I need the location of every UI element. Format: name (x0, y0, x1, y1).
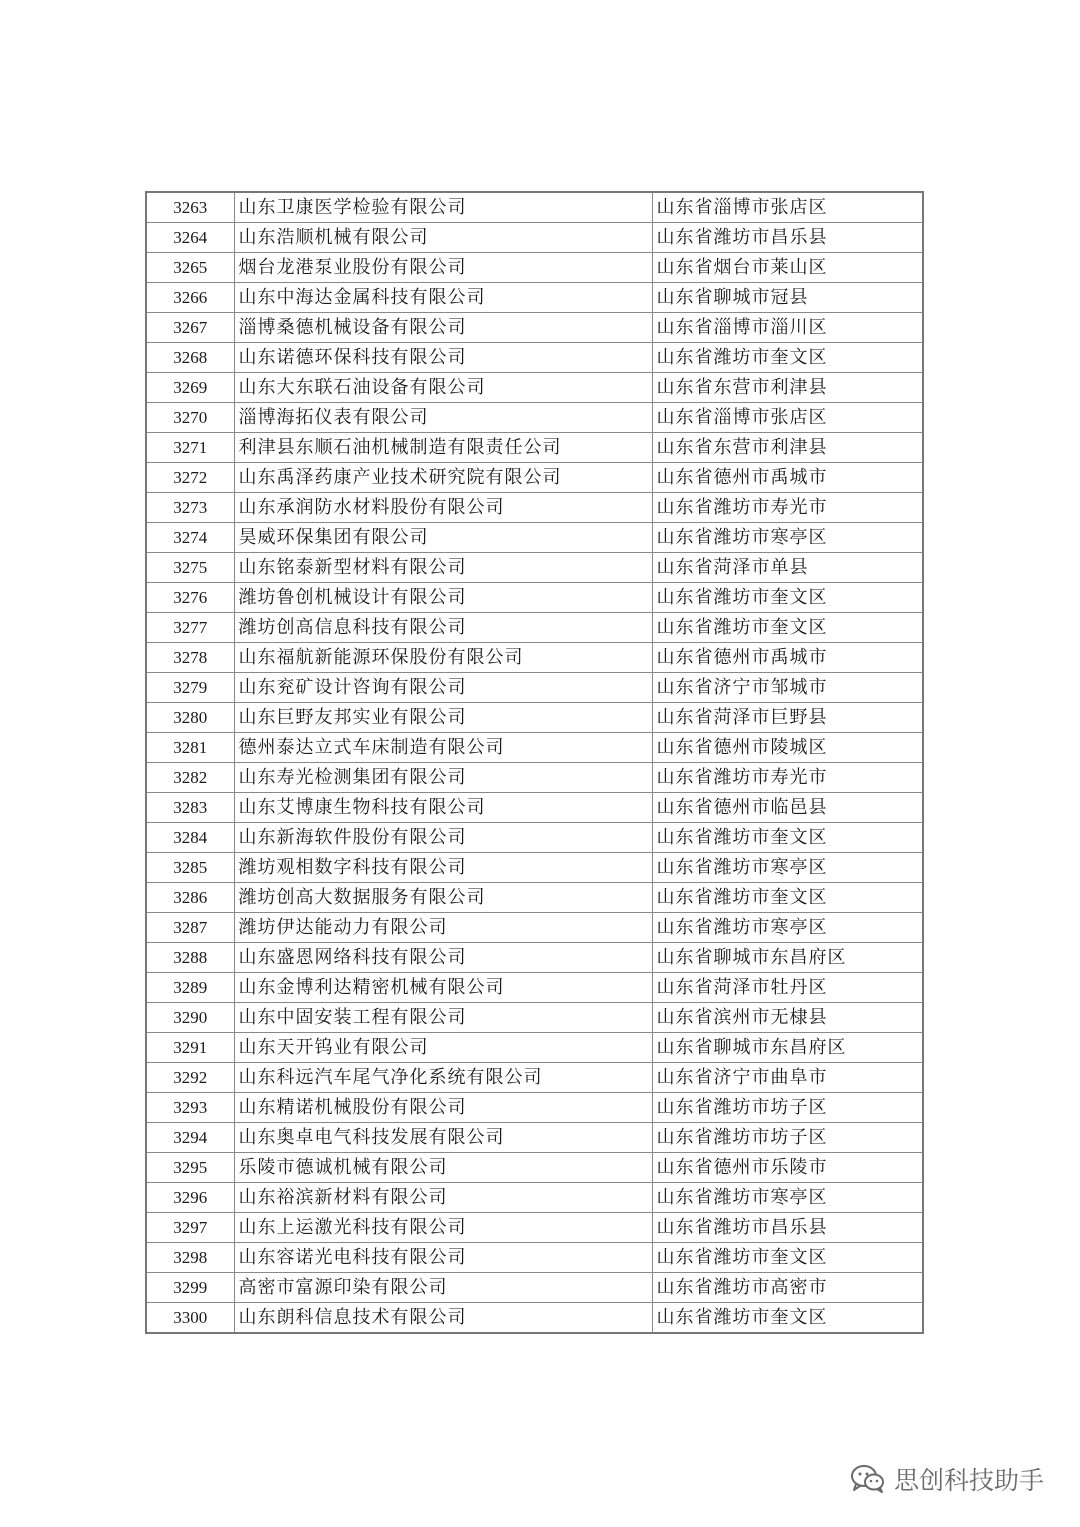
table-body (146, 192, 923, 1333)
table-row (146, 733, 923, 763)
company-location: 山东省潍坊市奎文区 (652, 343, 923, 373)
table-row (146, 673, 923, 703)
company-location: 山东省济宁市曲阜市 (652, 1063, 923, 1093)
row-number: 3298 (146, 1243, 234, 1273)
company-name: 乐陵市德诚机械有限公司 (234, 1153, 652, 1183)
company-location: 山东省聊城市冠县 (652, 283, 923, 313)
company-name: 山东铭泰新型材料有限公司 (234, 553, 652, 583)
company-name: 山东卫康医学检验有限公司 (234, 192, 652, 223)
company-location: 山东省德州市陵城区 (652, 733, 923, 763)
company-name: 山东精诺机械股份有限公司 (234, 1093, 652, 1123)
company-location: 山东省东营市利津县 (652, 373, 923, 403)
row-number: 3285 (146, 853, 234, 883)
company-name: 山东巨野友邦实业有限公司 (234, 703, 652, 733)
company-location: 山东省潍坊市坊子区 (652, 1123, 923, 1153)
company-name: 山东上运激光科技有限公司 (234, 1213, 652, 1243)
company-name: 高密市富源印染有限公司 (234, 1273, 652, 1303)
table-row (146, 463, 923, 493)
table-row (146, 703, 923, 733)
company-name: 山东兖矿设计咨询有限公司 (234, 673, 652, 703)
company-location: 山东省潍坊市寒亭区 (652, 853, 923, 883)
company-name: 山东中海达金属科技有限公司 (234, 283, 652, 313)
table-row (146, 1243, 923, 1273)
company-location: 山东省烟台市莱山区 (652, 253, 923, 283)
table-row (146, 763, 923, 793)
company-location: 山东省德州市临邑县 (652, 793, 923, 823)
row-number: 3286 (146, 883, 234, 913)
company-name: 潍坊创高信息科技有限公司 (234, 613, 652, 643)
company-location: 山东省济宁市邹城市 (652, 673, 923, 703)
row-number: 3266 (146, 283, 234, 313)
table-row (146, 1063, 923, 1093)
company-location: 山东省潍坊市高密市 (652, 1273, 923, 1303)
table-row (146, 1093, 923, 1123)
company-location: 山东省淄博市张店区 (652, 403, 923, 433)
row-number: 3273 (146, 493, 234, 523)
row-number: 3276 (146, 583, 234, 613)
row-number: 3296 (146, 1183, 234, 1213)
company-name: 山东容诺光电科技有限公司 (234, 1243, 652, 1273)
row-number: 3287 (146, 913, 234, 943)
company-location: 山东省东营市利津县 (652, 433, 923, 463)
table-row (146, 853, 923, 883)
row-number: 3272 (146, 463, 234, 493)
row-number: 3297 (146, 1213, 234, 1243)
company-location: 山东省潍坊市奎文区 (652, 583, 923, 613)
table-row (146, 613, 923, 643)
company-name: 潍坊观相数字科技有限公司 (234, 853, 652, 883)
company-name: 山东寿光检测集团有限公司 (234, 763, 652, 793)
table-row (146, 433, 923, 463)
row-number: 3280 (146, 703, 234, 733)
row-number: 3270 (146, 403, 234, 433)
table-row (146, 1183, 923, 1213)
company-location: 山东省菏泽市单县 (652, 553, 923, 583)
row-number: 3277 (146, 613, 234, 643)
company-name: 山东承润防水材料股份有限公司 (234, 493, 652, 523)
table-row (146, 1033, 923, 1063)
company-location: 山东省潍坊市寿光市 (652, 493, 923, 523)
row-number: 3279 (146, 673, 234, 703)
row-number: 3294 (146, 1123, 234, 1153)
table-row (146, 823, 923, 853)
row-number: 3263 (146, 192, 234, 223)
company-location: 山东省菏泽市巨野县 (652, 703, 923, 733)
table-row (146, 223, 923, 253)
table-row (146, 1123, 923, 1153)
company-location: 山东省潍坊市寿光市 (652, 763, 923, 793)
table-row (146, 403, 923, 433)
company-name: 山东艾博康生物科技有限公司 (234, 793, 652, 823)
company-name: 昊威环保集团有限公司 (234, 523, 652, 553)
row-number: 3300 (146, 1303, 234, 1334)
company-name: 山东盛恩网络科技有限公司 (234, 943, 652, 973)
company-list-table (145, 191, 924, 1334)
table-row (146, 1003, 923, 1033)
table-row (146, 1213, 923, 1243)
row-number: 3274 (146, 523, 234, 553)
table-row (146, 793, 923, 823)
company-location: 山东省潍坊市奎文区 (652, 613, 923, 643)
company-location: 山东省潍坊市寒亭区 (652, 913, 923, 943)
table-row (146, 313, 923, 343)
row-number: 3268 (146, 343, 234, 373)
company-location: 山东省潍坊市寒亭区 (652, 1183, 923, 1213)
table-row (146, 253, 923, 283)
company-location: 山东省聊城市东昌府区 (652, 1033, 923, 1063)
table-row (146, 192, 923, 223)
company-name: 山东新海软件股份有限公司 (234, 823, 652, 853)
row-number: 3278 (146, 643, 234, 673)
row-number: 3291 (146, 1033, 234, 1063)
row-number: 3299 (146, 1273, 234, 1303)
company-location: 山东省潍坊市昌乐县 (652, 223, 923, 253)
row-number: 3283 (146, 793, 234, 823)
row-number: 3264 (146, 223, 234, 253)
company-location: 山东省潍坊市昌乐县 (652, 1213, 923, 1243)
company-location: 山东省潍坊市寒亭区 (652, 523, 923, 553)
company-location: 山东省滨州市无棣县 (652, 1003, 923, 1033)
table-row (146, 343, 923, 373)
row-number: 3269 (146, 373, 234, 403)
company-location: 山东省德州市禹城市 (652, 643, 923, 673)
company-location: 山东省潍坊市奎文区 (652, 883, 923, 913)
row-number: 3288 (146, 943, 234, 973)
company-name: 利津县东顺石油机械制造有限责任公司 (234, 433, 652, 463)
table-row (146, 553, 923, 583)
company-name: 山东福航新能源环保股份有限公司 (234, 643, 652, 673)
row-number: 3275 (146, 553, 234, 583)
company-name: 山东奥卓电气科技发展有限公司 (234, 1123, 652, 1153)
row-number: 3290 (146, 1003, 234, 1033)
table-row (146, 943, 923, 973)
wechat-icon (850, 1464, 886, 1494)
row-number: 3295 (146, 1153, 234, 1183)
company-location: 山东省淄博市张店区 (652, 192, 923, 223)
watermark-text: 思创科技助手 (893, 1466, 1044, 1495)
table-row (146, 493, 923, 523)
watermark (850, 1461, 1044, 1497)
company-location: 山东省德州市乐陵市 (652, 1153, 923, 1183)
row-number: 3284 (146, 823, 234, 853)
company-location: 山东省菏泽市牡丹区 (652, 973, 923, 1003)
company-name: 山东浩顺机械有限公司 (234, 223, 652, 253)
company-name: 山东朗科信息技术有限公司 (234, 1303, 652, 1334)
company-location: 山东省德州市禹城市 (652, 463, 923, 493)
table-row (146, 583, 923, 613)
company-name: 烟台龙港泵业股份有限公司 (234, 253, 652, 283)
company-name: 淄博桑德机械设备有限公司 (234, 313, 652, 343)
company-name: 山东天开钨业有限公司 (234, 1033, 652, 1063)
table-row (146, 1303, 923, 1334)
row-number: 3292 (146, 1063, 234, 1093)
row-number: 3281 (146, 733, 234, 763)
company-name: 山东禹泽药康产业技术研究院有限公司 (234, 463, 652, 493)
table-row (146, 523, 923, 553)
company-location: 山东省聊城市东昌府区 (652, 943, 923, 973)
company-name: 山东裕滨新材料有限公司 (234, 1183, 652, 1213)
company-name: 山东科远汽车尾气净化系统有限公司 (234, 1063, 652, 1093)
table-row (146, 283, 923, 313)
company-name: 潍坊伊达能动力有限公司 (234, 913, 652, 943)
table-row (146, 1153, 923, 1183)
table-row (146, 373, 923, 403)
company-name: 山东诺德环保科技有限公司 (234, 343, 652, 373)
company-name: 山东中固安装工程有限公司 (234, 1003, 652, 1033)
row-number: 3289 (146, 973, 234, 1003)
company-location: 山东省淄博市淄川区 (652, 313, 923, 343)
row-number: 3293 (146, 1093, 234, 1123)
row-number: 3265 (146, 253, 234, 283)
company-name: 德州泰达立式车床制造有限公司 (234, 733, 652, 763)
table-row (146, 883, 923, 913)
row-number: 3271 (146, 433, 234, 463)
company-name: 山东金博利达精密机械有限公司 (234, 973, 652, 1003)
company-location: 山东省潍坊市奎文区 (652, 823, 923, 853)
company-location: 山东省潍坊市坊子区 (652, 1093, 923, 1123)
table-row (146, 973, 923, 1003)
company-name: 潍坊鲁创机械设计有限公司 (234, 583, 652, 613)
row-number: 3282 (146, 763, 234, 793)
table-row (146, 643, 923, 673)
row-number: 3267 (146, 313, 234, 343)
company-name: 淄博海拓仪表有限公司 (234, 403, 652, 433)
company-name: 山东大东联石油设备有限公司 (234, 373, 652, 403)
table-row (146, 913, 923, 943)
company-location: 山东省潍坊市奎文区 (652, 1303, 923, 1334)
company-location: 山东省潍坊市奎文区 (652, 1243, 923, 1273)
company-name: 潍坊创高大数据服务有限公司 (234, 883, 652, 913)
table-row (146, 1273, 923, 1303)
